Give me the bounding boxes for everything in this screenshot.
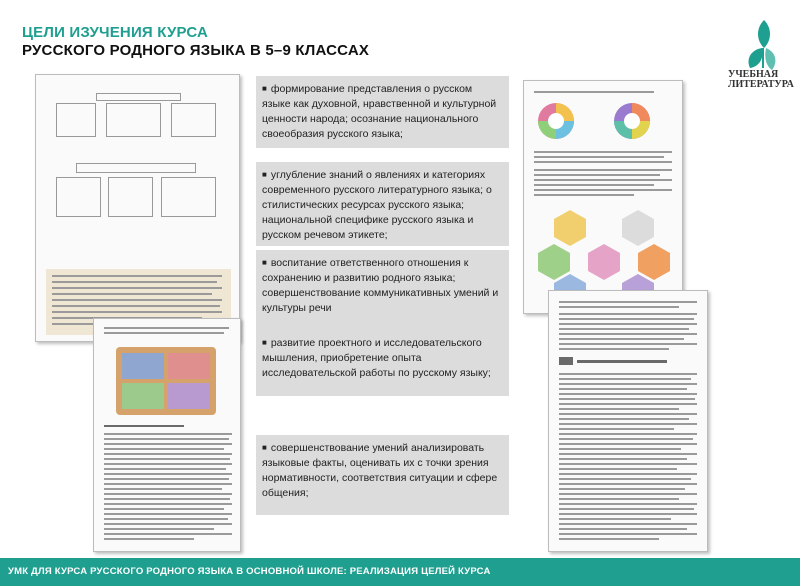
goal-text: совершенствование умений анализировать языковые факты, оценивать их с точки зрения нормативности, соответствия ситуации и сфере общения;: [262, 442, 498, 499]
color-wheel-chart: [536, 101, 576, 141]
goal-item: [256, 250, 509, 330]
goal-text: формирование представления о русском языке как духовной, нравственной и культурной ценности народа; осознание национального своеобразия русского языка;: [262, 83, 497, 140]
page-title-line1: ЦЕЛИ ИЗУЧЕНИЯ КУРСА: [22, 24, 209, 41]
textbook-page-left-top: [35, 74, 240, 342]
goal-item: [256, 330, 509, 396]
logo-line1: УЧЕБНАЯ: [728, 69, 779, 80]
goal-item: [256, 76, 509, 148]
bullet-icon: ■: [262, 443, 267, 452]
textbook-page-right-top: [523, 80, 683, 314]
logo-text: [728, 70, 794, 90]
logo-line2: ЛИТЕРАТУРА: [728, 79, 794, 90]
footer-text: УМК ДЛЯ КУРСА РУССКОГО РОДНОГО ЯЗЫКА В ОСНОВНОЙ ШКОЛЕ: РЕАЛИЗАЦИЯ ЦЕЛЕЙ КУРСА: [8, 566, 491, 577]
color-wheel-chart: [612, 101, 652, 141]
goal-text: углубление знаний о явлениях и категориях современного русского литературного языка; о стилистических ресурсах русского языка; национальной специфике русского языка и русском речевом этикете;: [262, 169, 492, 241]
bullet-icon: ■: [262, 84, 267, 93]
page-title-line2: РУССКОГО РОДНОГО ЯЗЫКА В 5–9 КЛАССАХ: [22, 42, 370, 59]
goal-text: воспитание ответственного отношения к сохранению и развитию родного языка; совершенствование коммуникативных умений и культуры речи: [262, 257, 499, 314]
bullet-icon: ■: [262, 338, 267, 347]
goal-item: [256, 162, 509, 246]
bullet-icon: ■: [262, 258, 267, 267]
textbook-page-left-bottom: [93, 318, 241, 552]
footer-bar: [0, 558, 800, 586]
goal-item: [256, 435, 509, 515]
goal-text: развитие проектного и исследовательского мышления, приобретение опыта исследовательской работы по русскому языку;: [262, 337, 491, 379]
textbook-page-right-bottom: [548, 290, 708, 552]
bullet-icon: ■: [262, 170, 267, 179]
hexagon-diagram: [534, 205, 674, 301]
leaf-logo-icon: [726, 14, 796, 104]
